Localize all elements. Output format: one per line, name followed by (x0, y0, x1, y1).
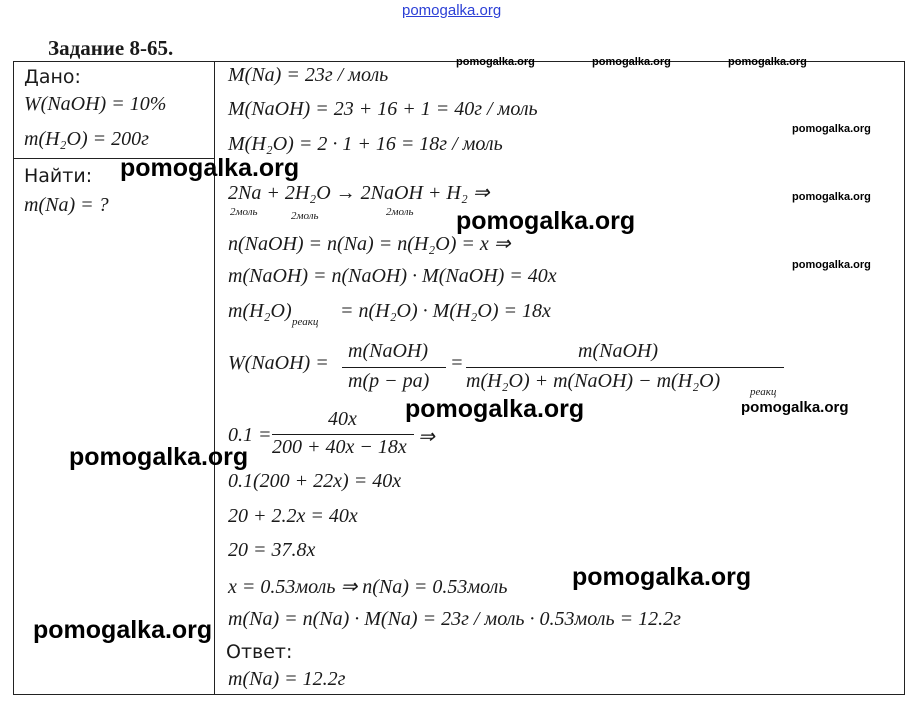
mass-naoh-expression: m(NaOH) = n(NaOH) · M(NaOH) = 40x (228, 265, 557, 287)
reacted-subscript-expanded: реакц (750, 386, 777, 398)
equation-step-3: 20 = 37.8x (228, 539, 316, 561)
watermark: pomogalka.org (792, 259, 871, 271)
equation-numerator: 40x (328, 408, 357, 430)
implies-arrow: ⇒ (418, 426, 435, 448)
reaction-equation: 2Na + 2H₂O → 2NaOH + H₂ ⇒ (228, 182, 490, 204)
given-mass-fraction: W(NaOH) = 10% (24, 93, 167, 115)
site-link[interactable]: pomogalka.org (402, 2, 502, 19)
watermark: pomogalka.org (405, 395, 585, 423)
final-calculation: m(Na) = n(Na) · M(Na) = 23г / моль · 0.53моль = 12.2г (228, 608, 681, 630)
fraction-numerator: m(NaOH) (348, 340, 428, 362)
equation-step-4: x = 0.53моль ⇒ n(Na) = 0.53моль (228, 576, 508, 598)
watermark: pomogalka.org (728, 56, 807, 68)
molar-mass-naoh: M(NaOH) = 23 + 16 + 1 = 40г / моль (228, 98, 538, 120)
fraction-numerator-expanded: m(NaOH) (578, 340, 658, 362)
equals-sign: = (450, 352, 464, 374)
molar-mass-na: M(Na) = 23г / моль (228, 64, 389, 86)
fraction-equation (272, 408, 416, 464)
given-water-mass: m(H₂O) = 200г (24, 128, 149, 150)
equation-step-1: 0.1(200 + 22x) = 40x (228, 470, 402, 492)
fraction-bar (342, 367, 446, 368)
watermark: pomogalka.org (741, 399, 849, 416)
find-sodium-mass: m(Na) = ? (24, 194, 109, 216)
amount-equality: n(NaOH) = n(Na) = n(H₂O) = x ⇒ (228, 233, 511, 255)
reacted-subscript: реакц (292, 316, 319, 328)
given-label: Дано: (24, 66, 81, 88)
fraction-bar-expanded (466, 367, 784, 368)
mass-fraction-lhs: W(NaOH) = (228, 352, 329, 374)
fraction-denominator: m(р − ра) (348, 370, 430, 392)
reaction-coef-naoh: 2моль (386, 206, 414, 218)
watermark: pomogalka.org (456, 207, 636, 235)
equation-denominator: 200 + 40x − 18x (272, 436, 407, 458)
mass-water-reacted-rhs: = n(H₂O) · M(H₂O) = 18x (340, 300, 551, 322)
watermark: pomogalka.org (456, 56, 535, 68)
watermark: pomogalka.org (572, 563, 752, 591)
equation-bar (272, 434, 414, 435)
find-label: Найти: (24, 165, 93, 187)
equation-lhs: 0.1 = (228, 424, 272, 446)
watermark: pomogalka.org (69, 443, 249, 471)
fraction-expanded (466, 340, 786, 400)
watermark: pomogalka.org (792, 191, 871, 203)
task-title: Задание 8-65. (48, 36, 174, 60)
reaction-coef-water: 2моль (291, 210, 319, 222)
fraction-denominator-expanded: m(H₂O) + m(NaOH) − m(H₂O) (466, 370, 721, 392)
answer-label: Ответ: (226, 641, 293, 663)
mass-water-reacted-lhs: m(H₂O) (228, 300, 292, 322)
watermark: pomogalka.org (120, 154, 300, 182)
answer-value: m(Na) = 12.2г (228, 668, 346, 690)
reaction-coef-na: 2моль (230, 206, 258, 218)
watermark: pomogalka.org (33, 616, 213, 644)
molar-mass-water: M(H₂O) = 2 · 1 + 16 = 18г / моль (228, 133, 503, 155)
watermark: pomogalka.org (792, 123, 871, 135)
equation-step-2: 20 + 2.2x = 40x (228, 505, 358, 527)
watermark: pomogalka.org (592, 56, 671, 68)
fraction-solution (342, 340, 448, 392)
